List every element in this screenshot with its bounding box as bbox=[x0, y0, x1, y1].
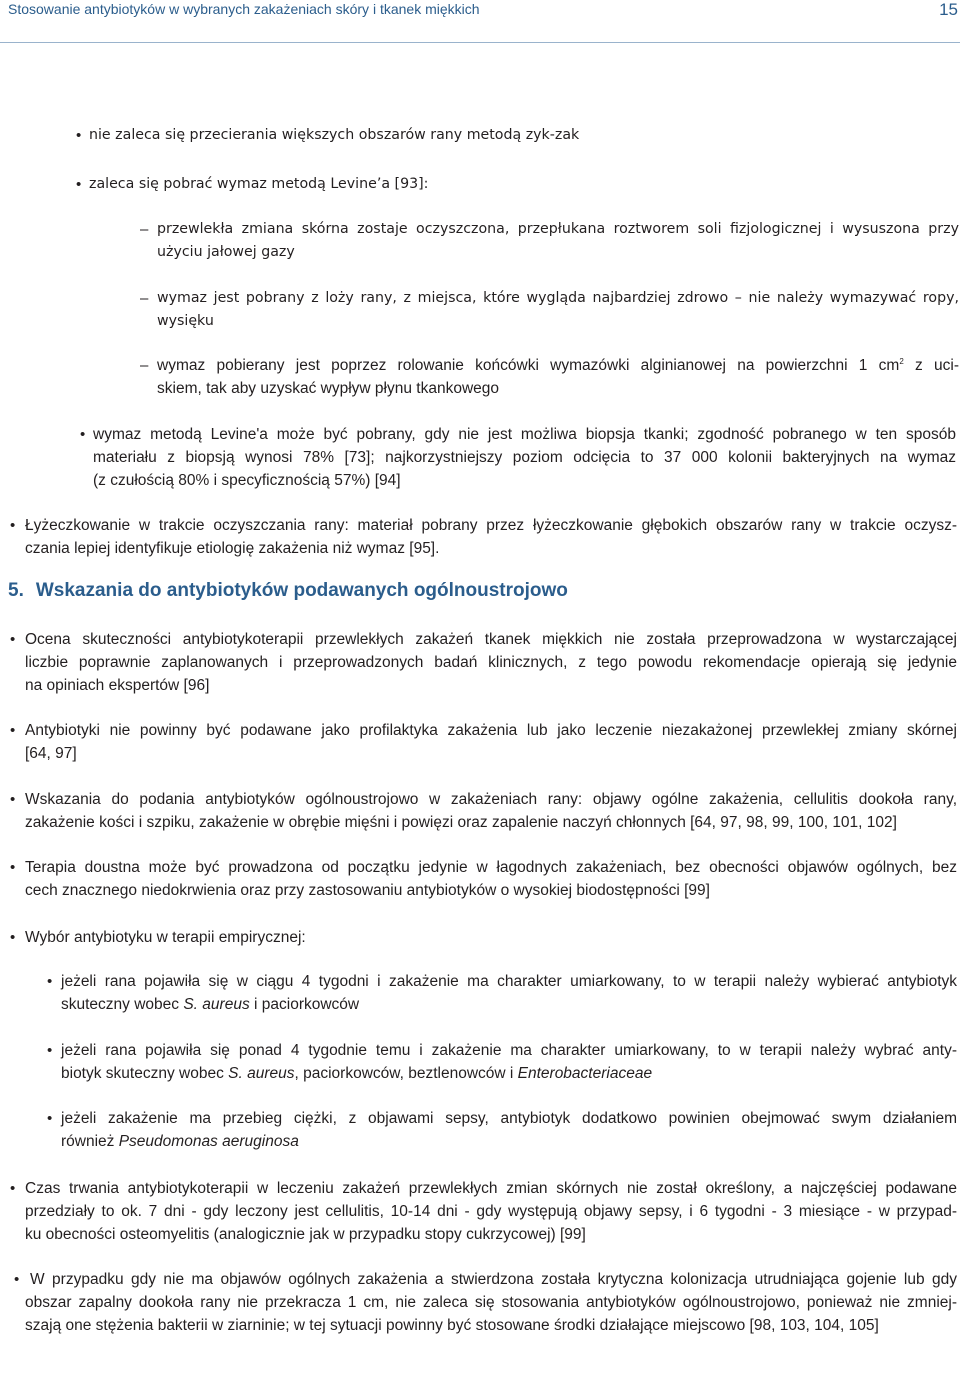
bullet-icon: • bbox=[10, 631, 16, 648]
list-item-levine-biopsy: wymaz metodą Levine'a może być pobrany, gdy nie jest możliwa biopsja tkanki; zgodność pobranego w ten sposób materiału z biopsją wynosi 78% [73]; najkorzystniejszy poziom odcięcia to 37 000 kolonii bakteryjnych na wymaz (z czułością 80% i specyficznością 57%) [94] bbox=[93, 426, 956, 489]
bullet-icon: • bbox=[10, 791, 16, 808]
sub-item-moderate-over-4-weeks: jeżeli rana pojawiła się ponad 4 tygodnie temu i zakażenie ma charakter umiarkowany, to w terapii należy wybrać anty- biotyk skuteczny wobec S. aureus, paciorkowców, beztlenowców i Enterobacteriaceae bbox=[61, 1042, 957, 1082]
page-number: 15 bbox=[939, 0, 958, 19]
list-item-levine-swab: zaleca się pobrać wymaz metodą Levine’a [93]: bbox=[89, 176, 429, 192]
bullet-icon: • bbox=[10, 517, 16, 534]
list-item-curettage: Łyżeczkowanie w trakcie oczyszczania rany: materiał pobrany przez łyżeczkowanie głębokich obszarów rany w trakcie oczysz- czania lepiej identyfikuje etiologię zakażenia niż wymaz [95]. bbox=[25, 517, 957, 557]
page-header bbox=[0, 0, 960, 44]
dash-icon: – bbox=[140, 290, 149, 307]
section-heading bbox=[8, 580, 568, 602]
bullet-icon: • bbox=[47, 973, 53, 990]
bullet-icon: • bbox=[10, 929, 16, 946]
bullet-icon: • bbox=[76, 127, 82, 144]
list-item-critical-colonization: W przypadku gdy nie ma objawów ogólnych zakażenia a stwierdzona została krytyczna kolonizacja utrudniająca gojenie lub gdy obszar zapalny dookoła rany nie przekracza 1 cm, nie zaleca się stosowania antybiotyków ogólnoustrojowo, ponieważ nie zmniej- szają one stężenia bakterii w ziarninie; w tej sytuacji powinny być stosowane środki działające miejscowo [98, 103, 104, 105] bbox=[25, 1271, 957, 1334]
bullet-icon: • bbox=[10, 1180, 16, 1197]
bullet-icon: • bbox=[47, 1042, 53, 1059]
sub-item-wound-cleaning: przewlekła zmiana skórna zostaje oczyszczona, przepłukana roztworem soli fizjologicznej i wysuszona przy użyciu jałowej gazy bbox=[157, 221, 959, 260]
sub-item-swab-rolling: wymaz pobierany jest poprzez rolowanie końcówki wymazówki alginianowej na powierzchni 1 $cm^2$ z uci- skiem, tak aby uzyskać wypływ płynu tkankowego bbox=[157, 356, 959, 397]
section-title: Wskazania do antybiotyków podawanych ogólnoustrojowo bbox=[35, 580, 568, 601]
dash-icon: – bbox=[140, 221, 149, 238]
list-item-indications: Wskazania do podania antybiotyków ogólnoustrojowo w zakażeniach rany: objawy ogólne zakażenia, cellulitis dookoła rany, zakażenie kości i szpiku, zakażenie w obrębie mięśni i powięzi oraz zapalenie naczyń chłonnych [64, 97, 98, 99, 100, 101, 102] bbox=[25, 791, 957, 831]
sub-item-severe: jeżeli zakażenie ma przebieg ciężki, z objawami sepsy, antybiotyk dodatkowo powinien obejmować swym działaniem również Pseudomonas aeruginosa bbox=[61, 1110, 957, 1150]
bullet-icon: • bbox=[80, 426, 86, 443]
bullet-icon: • bbox=[10, 859, 16, 876]
bullet-icon: • bbox=[10, 722, 16, 739]
bullet-icon: • bbox=[76, 176, 82, 193]
list-item-empirical-choice: Wybór antybiotyku w terapii empirycznej: bbox=[25, 929, 306, 946]
dash-icon: – bbox=[140, 357, 149, 374]
list-item-no-zigzag: nie zaleca się przecierania większych obszarów rany metodą zyk-zak bbox=[89, 127, 580, 143]
list-item-oral-therapy: Terapia doustna może być prowadzona od początku jedynie w łagodnych zakażeniach, bez obecności objawów ogólnych, bez cech znacznego niedokrwienia oraz przy zastosowaniu antybiotyków o wysokiej biodostępności [99] bbox=[25, 859, 957, 899]
section-number: 5. bbox=[8, 580, 24, 601]
sub-item-moderate-4-weeks: jeżeli rana pojawiła się w ciągu 4 tygodni i zakażenie ma charakter umiarkowany, to w terapii należy wybierać antybiotyk skuteczny wobec S. aureus i paciorkowców bbox=[61, 973, 957, 1013]
bullet-icon: • bbox=[14, 1271, 20, 1288]
header-rule bbox=[0, 42, 960, 43]
bullet-icon: • bbox=[47, 1110, 53, 1127]
list-item-duration: Czas trwania antybiotykoterapii w leczeniu zakażeń przewlekłych zmian skórnych nie został określony, a najczęściej podawane przedziały to ok. 7 dni - gdy leczony jest cellulitis, 10-14 dni - gdy występują objawy sepsy, i 6 tygodni - 3 miesiące - w przypad- ku obecności osteomyelitis (analogicznie jak w przypadku stopy cukrzycowej) [99] bbox=[25, 1180, 957, 1243]
sub-item-swab-site: wymaz jest pobrany z loży rany, z miejsca, które wygląda najbardziej zdrowo – nie należy wymazywać ropy, wysięku bbox=[157, 290, 959, 329]
running-title: Stosowanie antybiotyków w wybranych zakażeniach skóry i tkanek miękkich bbox=[8, 1, 480, 17]
list-item-no-prophylaxis: Antybiotyki nie powinny być podawane jako profilaktyka zakażenia lub jako leczenie niezakażonej przewlekłej zmiany skórnej [64, 97] bbox=[25, 722, 957, 762]
list-item-efficacy: Ocena skuteczności antybiotykoterapii przewlekłych zakażeń tkanek miękkich nie została przeprowadzona w wystarczającej liczbie poprawnie zaplanowanych i przeprowadzonych badań klinicznych, z tego powodu rekomendacje opierają się jedynie na opiniach ekspertów [96] bbox=[25, 631, 957, 694]
